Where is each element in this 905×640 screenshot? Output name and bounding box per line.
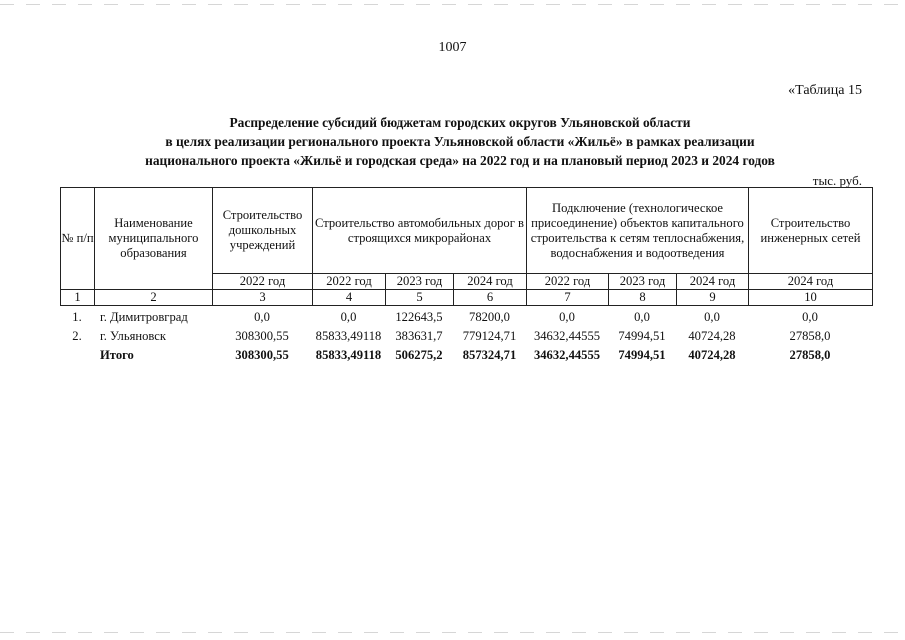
row-number: 2. [72, 329, 82, 343]
header-year: 2023 год [609, 274, 677, 290]
cell-value: 122643,5 [395, 310, 443, 324]
table-reference: «Таблица 15 [788, 83, 862, 98]
total-label: Итого [100, 348, 134, 362]
column-number: 1 [61, 290, 95, 306]
total-value: 857324,71 [462, 348, 517, 362]
column-number: 10 [749, 290, 873, 306]
table-row [60, 327, 872, 346]
header-engineering: Строительство инженерных сетей [749, 188, 873, 274]
header-year: 2024 год [454, 274, 527, 290]
table-row [60, 308, 872, 327]
cell-value: 0,0 [704, 310, 720, 324]
header-preschool: Строительство дошкольных учреждений [213, 188, 313, 274]
cell-value: 0,0 [802, 310, 818, 324]
scan-artifact-bottom [0, 632, 905, 633]
cell-value: 779124,71 [462, 329, 517, 343]
cell-value: 74994,51 [618, 329, 666, 343]
cell-value: 0,0 [634, 310, 650, 324]
document-title [60, 113, 860, 170]
header-year: 2023 год [386, 274, 454, 290]
cell-value: 85833,49118 [315, 329, 382, 343]
column-number: 3 [213, 290, 313, 306]
cell-value: 0,0 [340, 310, 357, 324]
total-value: 40724,28 [688, 348, 736, 362]
header-year: 2022 год [527, 274, 609, 290]
total-value: 27858,0 [789, 348, 831, 362]
column-number: 2 [95, 290, 213, 306]
column-number: 6 [454, 290, 527, 306]
cell-value: 27858,0 [789, 329, 831, 343]
cell-value: 0,0 [254, 310, 270, 324]
row-number [60, 346, 94, 365]
total-value: 74994,51 [618, 348, 666, 362]
header-num: № п/п [61, 188, 95, 290]
title-line: в целях реализации регионального проекта Ульяновской области «Жильё» в рамках реализации [165, 134, 755, 149]
total-row [60, 346, 872, 365]
scan-artifact-top [0, 4, 905, 5]
title-line: национального проекта «Жильё и городская среда» на 2022 год и на плановый период 2023 и 2024 годов [145, 153, 775, 168]
units-label: тыс. руб. [812, 173, 862, 188]
page-number: 1007 [438, 40, 467, 55]
header-year: 2022 год [213, 274, 313, 290]
municipality-name: г. Димитровград [100, 310, 188, 324]
subsidy-table-header [60, 187, 873, 306]
cell-value: 383631,7 [395, 329, 443, 343]
total-value: 34632,44555 [533, 348, 601, 362]
column-number: 8 [609, 290, 677, 306]
column-number: 4 [313, 290, 386, 306]
total-value: 308300,55 [235, 348, 289, 362]
cell-value: 78200,0 [469, 310, 510, 324]
header-year: 2024 год [677, 274, 749, 290]
title-line: Распределение субсидий бюджетам городских округов Ульяновской области [229, 115, 691, 130]
header-name: Наименование муниципального образования [95, 188, 213, 290]
header-roads: Строительство автомобильных дорог в строящихся микрорайонах [313, 188, 527, 274]
cell-value: 0,0 [559, 310, 575, 324]
column-number: 7 [527, 290, 609, 306]
cell-value: 308300,55 [235, 329, 289, 343]
header-year: 2022 год [313, 274, 386, 290]
column-number: 5 [386, 290, 454, 306]
header-connection: Подключение (технологическое присоединение) объектов капитального строительства к сетям теплоснабжения, водоснабжения и водоотведения [527, 188, 749, 274]
row-number: 1. [72, 310, 82, 324]
total-value: 506275,2 [395, 348, 443, 362]
cell-value: 34632,44555 [533, 329, 601, 343]
cell-value: 40724,28 [688, 329, 736, 343]
municipality-name: г. Ульяновск [100, 329, 166, 343]
header-year: 2024 год [749, 274, 873, 290]
subsidy-table-body [60, 308, 872, 365]
total-value: 85833,49118 [315, 348, 382, 362]
column-number: 9 [677, 290, 749, 306]
